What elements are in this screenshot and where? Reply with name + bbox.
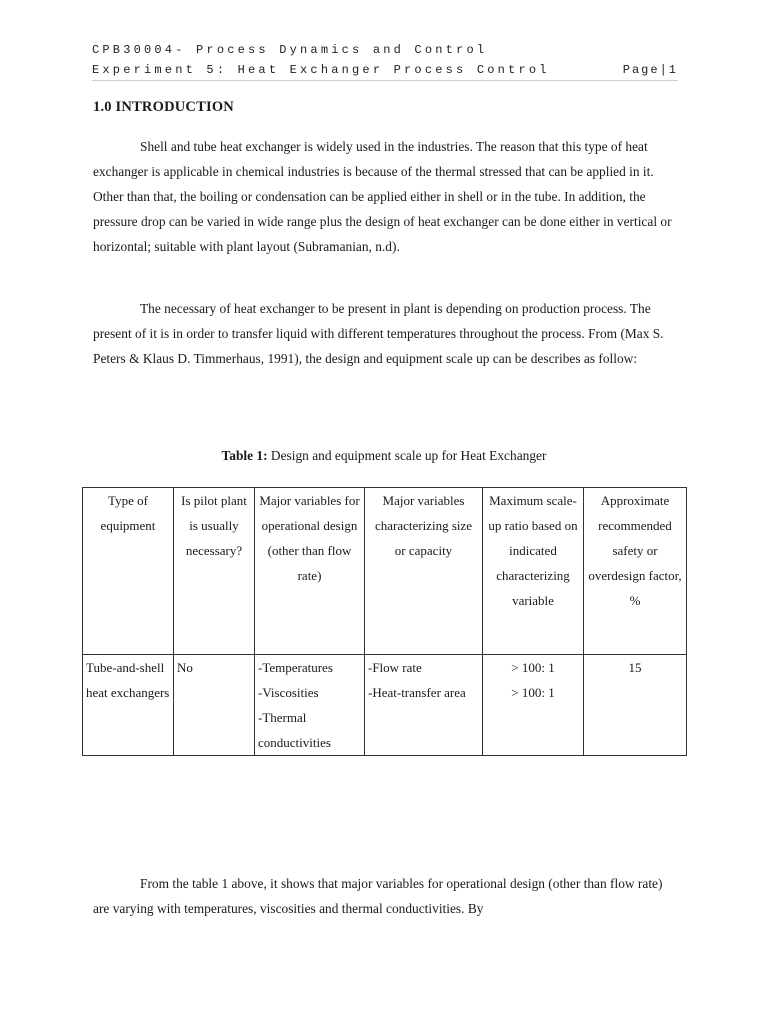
intro-paragraph-1: Shell and tube heat exchanger is widely used in the industries. The reason that this type of heat exchanger is applicable in chemical industries is because of the thermal stressed that can be applied in it. Other than that, the boiling or condensation can be applied either in shell or in the tube. In addition, the pressure drop can be varied in wide range plus the design of heat exchanger can be done either in vertical or horizontal; suitable with plant layout (Subramanian, n.d). xyxy=(93,139,672,254)
cell-pilot: No xyxy=(174,655,255,756)
scaleup-ratio: > 100: 1 xyxy=(511,660,555,675)
discussion-paragraph: From the table 1 above, it shows that major variables for operational design (other than flow rate) are varying with temperatures, viscosities and thermal conductivities. By xyxy=(93,876,663,916)
header-cell: Type of equipment xyxy=(83,488,174,655)
operational-var: -Thermal conductivities xyxy=(258,710,331,750)
intro-paragraph-2: The necessary of heat exchanger to be present in plant is depending on production process. The present of it is in order to transfer liquid with different temperatures throughout the process. From (Max S. Peters & Klaus D. Timmerhaus, 1991), the design and equipment scale up can be describes as follow: xyxy=(93,301,664,366)
cell-safety-factor: 15 xyxy=(584,655,687,756)
table-header-row xyxy=(83,488,687,655)
page-header xyxy=(92,40,678,81)
table-row xyxy=(83,655,687,756)
section-title: 1.0 INTRODUCTION xyxy=(93,99,234,115)
cell-size-vars xyxy=(365,655,483,756)
table-caption xyxy=(84,448,684,464)
page-number: Page|1 xyxy=(622,63,678,77)
size-var: -Heat-transfer area xyxy=(368,685,466,700)
header-cell: Major variables for operational design (other than flow rate) xyxy=(255,488,365,655)
table-caption-text: Design and equipment scale up for Heat Exchanger xyxy=(267,448,547,463)
header-cell: Approximate recommended safety or overdesign factor, % xyxy=(584,488,687,655)
experiment-title: Experiment 5: Heat Exchanger Process Control xyxy=(92,63,550,77)
experiment-line xyxy=(92,60,678,81)
operational-var: -Temperatures xyxy=(258,660,333,675)
header-cell: Major variables characterizing size or capacity xyxy=(365,488,483,655)
table-caption-label: Table 1: xyxy=(221,448,268,463)
operational-var: -Viscosities xyxy=(258,685,319,700)
course-title: CPB30004- Process Dynamics and Control xyxy=(92,43,488,57)
size-var: -Flow rate xyxy=(368,660,422,675)
cell-equipment: Tube-and-shell heat exchangers xyxy=(83,655,174,756)
cell-scaleup xyxy=(483,655,584,756)
header-cell: Maximum scale-up ratio based on indicated characterizing variable xyxy=(483,488,584,655)
cell-operational-vars xyxy=(255,655,365,756)
scale-up-table xyxy=(82,487,687,756)
header-cell: Is pilot plant is usually necessary? xyxy=(174,488,255,655)
scaleup-ratio: > 100: 1 xyxy=(511,685,555,700)
